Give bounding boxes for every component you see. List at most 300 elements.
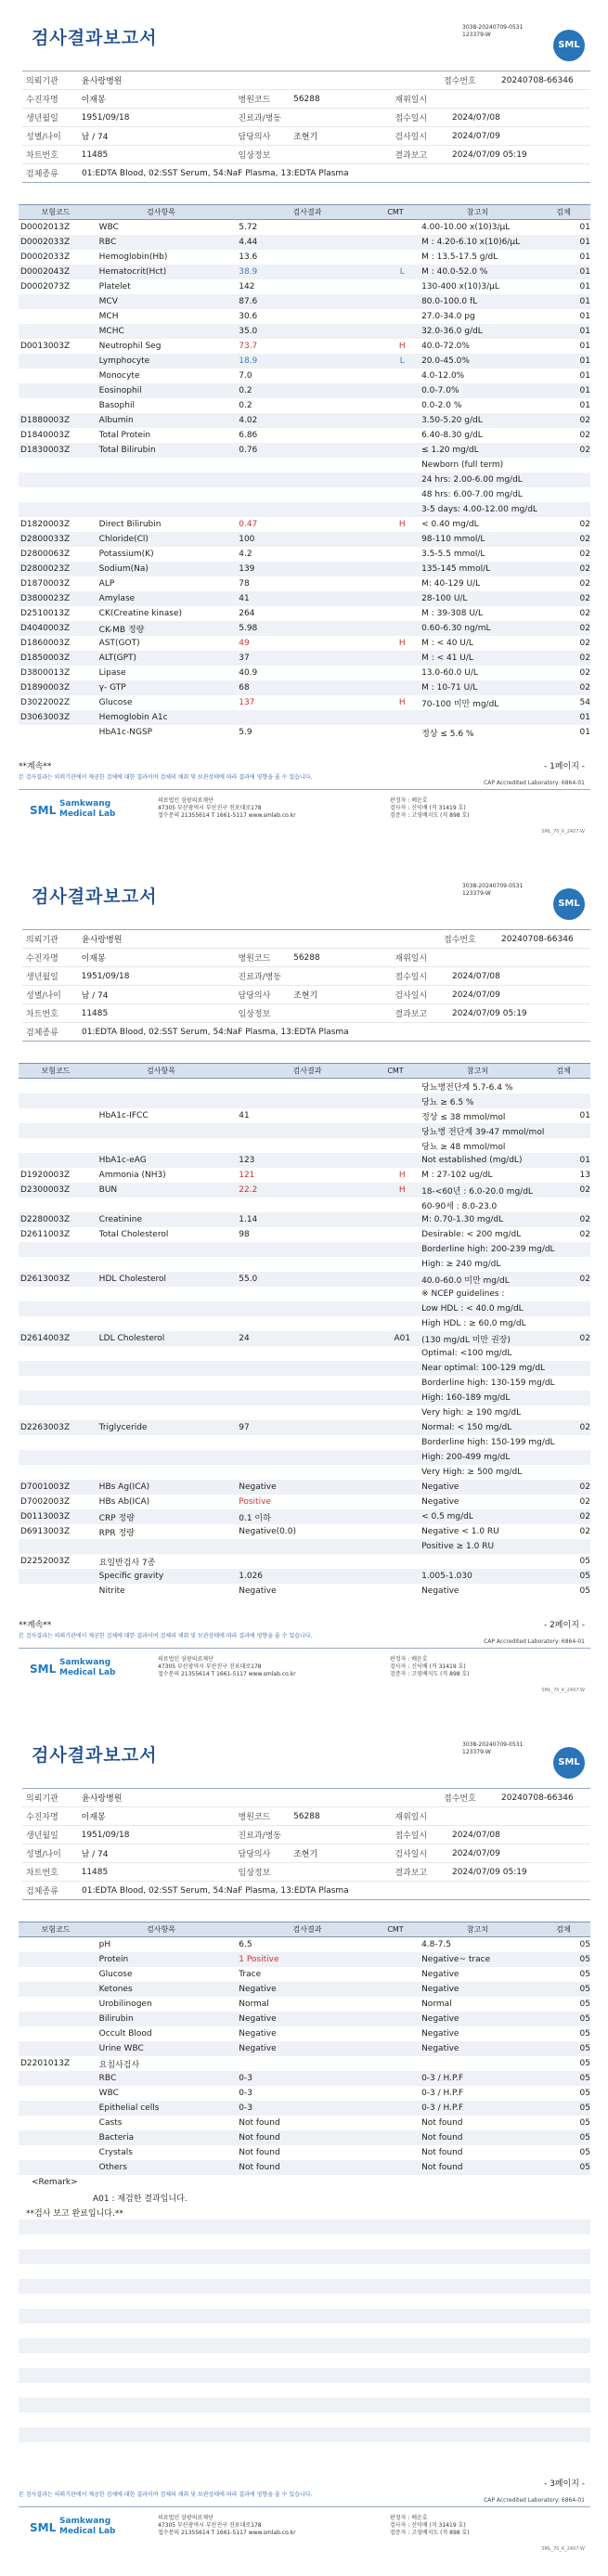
test-name: Glucose — [98, 1970, 133, 1979]
info-label: 진료과/병동 — [238, 114, 282, 123]
insurance-code: D2800063Z — [20, 550, 71, 559]
specimen-code: 01 — [579, 342, 590, 351]
result-row — [19, 2086, 590, 2101]
info-value: 11485 — [81, 1008, 109, 1018]
reference-range: 135-145 mmol/L — [421, 564, 491, 574]
patient-info-row — [22, 1881, 590, 1899]
form-code: SML_70_K_2407-W — [541, 1688, 585, 1693]
test-result: 37 — [239, 654, 250, 663]
test-result: 55.0 — [239, 1275, 258, 1284]
reference-range: Negative — [421, 1985, 459, 1994]
lab-name: 의료법인 삼광의료재단 — [158, 797, 213, 804]
specimen-code: 02 — [579, 416, 590, 425]
insurance-code: D0002033Z — [20, 252, 71, 262]
test-result: 1.026 — [239, 1572, 263, 1581]
result-flag: H — [398, 639, 406, 648]
specimen-code: 02 — [579, 564, 590, 574]
info-value: 2024/07/09 05:19 — [451, 1867, 527, 1877]
continued-mark: **계속** — [19, 762, 52, 771]
test-name: Platelet — [98, 282, 131, 291]
brand-line-2: Medical Lab — [59, 809, 116, 819]
result-row — [19, 339, 590, 354]
reference-range: 40.0-60.0 미만 mg/dL — [421, 1275, 510, 1286]
result-row — [19, 1108, 590, 1123]
result-flag: H — [398, 520, 406, 529]
specimen-code: 02 — [579, 654, 590, 663]
specimen-code: 05 — [579, 1955, 590, 1964]
info-value: 조현기 — [293, 1850, 318, 1859]
reference-range: Negative — [421, 2029, 459, 2039]
info-value: 2024/07/08 — [451, 112, 500, 123]
specimen-code: 02 — [579, 446, 590, 455]
disclaimer-notice: 본 검사결과는 의뢰기관에서 제공한 검체에 대한 결과이며 검체의 채취 및 보관상태에 따라 결과에 영향을 줄 수 있습니다. — [19, 1633, 313, 1639]
reference-range: Not found — [421, 2133, 463, 2142]
result-row — [19, 1539, 590, 1554]
info-label: 생년월일 — [26, 114, 58, 123]
samkwang-logo — [30, 1656, 58, 1680]
result-row — [19, 428, 590, 443]
patient-info-row — [22, 163, 590, 182]
reference-range: 당뇨병 전단계 39-47 mmol/mol — [421, 1127, 545, 1137]
brand-line-1: Samkwang — [59, 799, 111, 809]
info-value: 01:EDTA Blood, 02:SST Serum, 54:NaF Plasma, 13:EDTA Plasma — [82, 168, 349, 178]
signatory-2: 검사자 : 신익배 (직 31419 호) — [390, 2522, 466, 2529]
result-row — [19, 1509, 590, 1524]
specimen-code: 05 — [579, 2133, 590, 2142]
test-result: 0-3 — [239, 2104, 252, 2113]
blank-row — [19, 2383, 590, 2398]
result-row — [19, 413, 590, 428]
patient-info-row — [22, 71, 590, 89]
result-row — [19, 1257, 590, 1272]
blank-row — [19, 2309, 590, 2324]
brand-line-1: Samkwang — [59, 2517, 111, 2526]
signatory-2: 검사자 : 신익배 (직 31419 호) — [390, 805, 466, 811]
info-value: 2024/07/09 05:19 — [451, 149, 527, 160]
reference-range: Near optimal: 100-129 mg/dL — [421, 1364, 546, 1373]
reference-range: 0.60-6.30 ng/mL — [421, 624, 491, 633]
reference-range: Not found — [421, 2163, 463, 2172]
reference-range: 28-100 U/L — [421, 594, 468, 603]
specimen-code: 01 — [579, 238, 590, 247]
specimen-code: 02 — [579, 624, 590, 633]
results-header — [19, 1922, 590, 1937]
reference-range: 6.40-8.30 g/dL — [421, 431, 483, 440]
insurance-code: D0013003Z — [20, 342, 71, 351]
info-value: 남 / 74 — [81, 133, 109, 142]
document-code: 3038-20240709-0531 123379-W — [462, 1741, 524, 1755]
test-name: RPR 정량 — [98, 1528, 135, 1538]
test-name: HbA1c-NGSP — [98, 728, 153, 737]
column-header: 보험코드 — [41, 1925, 71, 1934]
remark-text: A01 : 재검한 결과입니다. — [93, 2194, 188, 2204]
reference-range: High: 200-499 mg/dL — [421, 1453, 511, 1462]
test-result: 0.47 — [239, 520, 258, 529]
reference-range: M : 39-308 U/L — [421, 609, 483, 618]
test-name: Urine WBC — [98, 2044, 144, 2053]
test-result: 97 — [239, 1423, 250, 1432]
reference-range: Low HDL : < 40.0 mg/dL — [421, 1304, 524, 1314]
reference-range: 70-100 미만 mg/dL — [421, 699, 499, 709]
lab-footer — [19, 1648, 590, 1695]
result-row — [19, 1952, 590, 1967]
test-name: MCV — [98, 297, 118, 306]
results-header — [19, 204, 590, 220]
info-value: 11485 — [81, 1867, 109, 1877]
result-row — [19, 651, 590, 666]
insurance-code: D2263003Z — [20, 1423, 71, 1432]
result-row — [19, 1212, 590, 1227]
test-result: 49 — [239, 639, 250, 648]
specimen-code: 01 — [579, 1111, 590, 1120]
lab-signatories — [390, 2515, 470, 2537]
page-number: - 1페이지 - — [543, 762, 585, 771]
lab-phone: 접수문의 21355614 T 1661-5117 www.smlab.co.kr — [158, 2530, 296, 2536]
lab-signatories — [390, 797, 470, 820]
reference-range: ※ NCEP guidelines : — [421, 1289, 505, 1299]
test-name: ALP — [98, 579, 115, 589]
specimen-code: 01 — [579, 312, 590, 321]
reference-range: 0.0-2.0 % — [421, 401, 462, 410]
svg-text:SML: SML — [30, 2521, 57, 2534]
specimen-code: 02 — [579, 1185, 590, 1195]
info-value: 윤사랑병원 — [82, 77, 123, 86]
specimen-code: 01 — [579, 1156, 590, 1165]
info-label: 차트번호 — [26, 151, 58, 161]
result-row — [19, 2160, 590, 2175]
test-result: 139 — [239, 564, 255, 574]
column-header: CMT — [387, 1067, 404, 1075]
reference-range: M : 13.5-17.5 g/dL — [421, 252, 498, 262]
reference-range: 18-<60년 : 6.0-20.0 mg/dL — [421, 1186, 533, 1197]
info-value: 윤사랑병원 — [82, 936, 123, 945]
specimen-code: 02 — [579, 1423, 590, 1432]
blank-row — [19, 2442, 590, 2457]
info-label: 재위일시 — [395, 1813, 428, 1822]
info-label: 차트번호 — [26, 1010, 58, 1019]
specimen-code: 02 — [579, 579, 590, 589]
info-value: 이재봉 — [81, 954, 106, 964]
info-value: 2024/07/09 — [451, 990, 500, 1000]
reference-range: 13.0-60.0 U/L — [421, 668, 478, 678]
test-result: Not found — [239, 2133, 280, 2142]
reference-range: Normal: < 150 mg/dL — [421, 1423, 512, 1432]
result-row — [19, 250, 590, 265]
result-row — [19, 1301, 590, 1316]
svg-text:SML: SML — [30, 804, 57, 817]
reference-range: High: 160-189 mg/dL — [421, 1393, 511, 1403]
patient-info-row — [22, 930, 590, 948]
specimen-code: 01 — [579, 713, 590, 722]
test-name: HbA1c-IFCC — [98, 1111, 149, 1120]
report-complete-text: **검사 보고 완료입니다.** — [26, 2208, 123, 2219]
result-row — [19, 2026, 590, 2041]
test-name: Albumin — [98, 416, 134, 425]
results-body — [19, 220, 590, 740]
info-label: 병원코드 — [238, 954, 271, 964]
info-value: 조현기 — [293, 133, 318, 142]
specimen-code: 02 — [579, 1230, 590, 1239]
test-result: 4.2 — [239, 550, 252, 559]
specimen-code: 05 — [579, 1586, 590, 1596]
reference-range: 0-3 / H.P.F — [421, 2074, 464, 2083]
specimen-code: 02 — [579, 683, 590, 693]
cap-accreditation: CAP Accredited Laboratory: 6864-01 — [484, 780, 585, 786]
column-header: CMT — [387, 208, 404, 216]
test-name: MCHC — [98, 327, 124, 336]
blank-row — [19, 2249, 590, 2264]
insurance-code: D0002073Z — [20, 282, 71, 291]
blank-row — [19, 2294, 590, 2309]
test-name: Triglyceride — [98, 1423, 148, 1432]
info-label: 의뢰기관 — [26, 1794, 58, 1804]
test-result: 1 Positive — [239, 1955, 279, 1964]
test-name: AST(GOT) — [98, 639, 140, 648]
specimen-code: 01 — [579, 223, 590, 232]
reference-range: 당뇨 ≥ 48 mmol/mol — [421, 1142, 506, 1152]
blank-row — [19, 2353, 590, 2368]
result-row — [19, 1094, 590, 1108]
info-label: 접수일시 — [395, 114, 428, 123]
info-label: 의뢰기관 — [26, 77, 58, 86]
info-value: 20240708-66346 — [501, 75, 574, 85]
result-row — [19, 1361, 590, 1376]
reference-range: Borderline high: 130-159 mg/dL — [421, 1379, 555, 1388]
result-row — [19, 680, 590, 695]
result-row — [19, 2130, 590, 2145]
result-flag: L — [399, 267, 405, 277]
patient-info-row — [22, 89, 590, 108]
test-result: Negative — [239, 2044, 277, 2053]
sml-logo: SML — [553, 1747, 585, 1779]
test-name: Hemoglobin A1c — [98, 713, 168, 722]
test-result: 38.9 — [239, 267, 258, 277]
reference-range: Optimal: <100 mg/dL — [421, 1349, 512, 1358]
specimen-code: 05 — [579, 1572, 590, 1581]
test-result: 30.6 — [239, 312, 258, 321]
reference-range: 3.50-5.20 g/dL — [421, 416, 483, 425]
test-result: 1.14 — [239, 1215, 258, 1224]
specimen-code: 02 — [579, 535, 590, 544]
result-row — [19, 591, 590, 606]
test-name: BUN — [98, 1185, 118, 1195]
result-row — [19, 2056, 590, 2071]
reference-range: Negative — [421, 1482, 459, 1492]
patient-info-row — [22, 108, 590, 126]
samkwang-brand — [59, 799, 115, 820]
test-name: RBC — [98, 2074, 117, 2083]
result-row — [19, 1242, 590, 1257]
test-result: 7.0 — [239, 371, 252, 381]
result-row — [19, 279, 590, 294]
result-row — [19, 710, 590, 725]
insurance-code: D7002003Z — [20, 1497, 71, 1507]
reference-range: 0-3 / H.P.F — [421, 2089, 464, 2098]
reference-range: 98-110 mmol/L — [421, 535, 485, 544]
reference-range: 80.0-100.0 fL — [421, 297, 478, 306]
result-row — [19, 1376, 590, 1391]
reference-range: 4.8-7.5 — [421, 1940, 451, 1949]
reference-range: M : 27-102 ug/dL — [421, 1171, 493, 1180]
specimen-code: 01 — [579, 297, 590, 306]
result-flag: H — [398, 698, 406, 707]
reference-range: Not established (mg/dL) — [421, 1156, 523, 1165]
blank-row — [19, 2338, 590, 2353]
test-name: 요침사검사 — [98, 2060, 140, 2070]
specimen-code: 05 — [579, 2074, 590, 2083]
column-header: 보험코드 — [41, 1067, 71, 1075]
specimen-code: 05 — [579, 1557, 590, 1566]
info-value: 1951/09/18 — [81, 1830, 130, 1840]
lab-phone: 접수문의 21355614 T 1661-5117 www.smlab.co.kr — [158, 1671, 296, 1677]
info-label: 차트번호 — [26, 1869, 58, 1878]
blank-row — [19, 2427, 590, 2442]
page-number: - 3페이지 - — [543, 2479, 585, 2489]
insurance-code: D3800013Z — [20, 668, 71, 678]
insurance-code: D2613003Z — [20, 1275, 71, 1284]
samkwang-brand — [59, 2517, 115, 2537]
lab-name: 의료법인 삼광의료재단 — [158, 1656, 213, 1663]
report-page-1 — [0, 0, 608, 859]
test-name: Amylase — [98, 594, 136, 603]
info-label: 접수번호 — [444, 77, 476, 86]
result-row — [19, 1153, 590, 1168]
info-value: 01:EDTA Blood, 02:SST Serum, 54:NaF Plasma, 13:EDTA Plasma — [82, 1027, 349, 1037]
test-name: Total Protein — [98, 431, 151, 440]
lab-footer — [19, 2506, 590, 2554]
insurance-code: D3063003Z — [20, 713, 71, 722]
test-result: 100 — [239, 535, 255, 544]
document-code: 3038-20240709-0531 123379-W — [462, 883, 524, 897]
info-label: 검사일시 — [395, 991, 428, 1001]
insurance-code: D3022002Z — [20, 698, 71, 707]
reference-range: M : 10-71 U/L — [421, 683, 478, 693]
test-name: Bilirubin — [98, 2014, 134, 2024]
result-row — [19, 1138, 590, 1153]
signatory-2: 검사자 : 신익배 (직 31419 호) — [390, 1663, 466, 1670]
reference-range: 27.0-34.0 pg — [421, 312, 475, 321]
info-value: 56288 — [293, 1811, 320, 1821]
test-result: 40.9 — [239, 668, 258, 678]
info-label: 진료과/병동 — [238, 1832, 282, 1841]
reference-range: M: 40-129 U/L — [421, 579, 481, 589]
info-label: 재위일시 — [395, 96, 428, 105]
info-value: 1951/09/18 — [81, 971, 130, 981]
specimen-code: 05 — [579, 2104, 590, 2113]
column-header: 참고치 — [466, 208, 489, 216]
info-label: 성별/나이 — [26, 991, 61, 1001]
test-name: Glucose — [98, 698, 133, 707]
specimen-code: 02 — [579, 1527, 590, 1536]
result-row — [19, 398, 590, 413]
lab-address — [158, 797, 296, 820]
insurance-code: D3800023Z — [20, 594, 71, 603]
signatory-1: 판정자 : 배운호 — [390, 2515, 428, 2521]
test-result: Not found — [239, 2163, 280, 2172]
lab-signatories — [390, 1656, 470, 1678]
result-row — [19, 1480, 590, 1495]
info-label: 수진자명 — [26, 954, 58, 964]
test-result: Not found — [239, 2118, 280, 2128]
specimen-code: 02 — [579, 1334, 590, 1343]
reference-range: 40.0-72.0% — [421, 342, 470, 351]
test-result: 35.0 — [239, 327, 258, 336]
reference-range: < 0.5 mg/dL — [421, 1512, 473, 1521]
test-result: 87.6 — [239, 297, 258, 306]
specimen-code: 05 — [579, 1970, 590, 1979]
test-result: 73.7 — [239, 342, 258, 351]
result-row — [19, 369, 590, 383]
specimen-code: 02 — [579, 639, 590, 648]
patient-info — [22, 71, 590, 183]
result-row — [19, 324, 590, 339]
test-result: 0-3 — [239, 2074, 252, 2083]
lab-footer — [19, 789, 590, 836]
info-label: 성별/나이 — [26, 1850, 61, 1859]
patient-info-row — [22, 145, 590, 163]
cap-accreditation: CAP Accredited Laboratory: 6864-01 — [484, 2497, 585, 2504]
result-row — [19, 1346, 590, 1361]
result-row — [19, 1287, 590, 1301]
reference-range: 3.5-5.5 mmol/L — [421, 550, 485, 559]
insurance-code: D1870003Z — [20, 579, 71, 589]
insurance-code: D1860003Z — [20, 639, 71, 648]
reference-range: 20.0-45.0% — [421, 356, 470, 366]
reference-range: ≤ 1.20 mg/dL — [421, 446, 479, 455]
result-row — [19, 1391, 590, 1405]
test-name: Lymphocyte — [98, 356, 150, 366]
test-name: MCH — [98, 312, 119, 321]
test-result: 264 — [239, 609, 255, 618]
test-result: Normal — [239, 2000, 269, 2009]
insurance-code: D0002013Z — [20, 223, 71, 232]
test-name: HDL Cholesterol — [98, 1275, 167, 1284]
info-label: 병원코드 — [238, 96, 271, 105]
specimen-code: 02 — [579, 520, 590, 529]
test-name: LDL Cholesterol — [98, 1334, 165, 1343]
result-row — [19, 2145, 590, 2160]
reference-range: 1.005-1.030 — [421, 1572, 472, 1581]
result-flag: H — [398, 342, 406, 351]
cap-accreditation: CAP Accredited Laboratory: 6864-01 — [484, 1638, 585, 1645]
report-title: 검사결과보고서 — [32, 28, 158, 48]
test-name: Neutrophil Seg — [98, 342, 162, 351]
info-value: 01:EDTA Blood, 02:SST Serum, 54:NaF Plasma, 13:EDTA Plasma — [82, 1885, 349, 1896]
insurance-code: D1880003Z — [20, 416, 71, 425]
column-header: 검체 — [556, 1067, 571, 1075]
result-row — [19, 1227, 590, 1242]
specimen-code: 02 — [579, 609, 590, 618]
result-row — [19, 1554, 590, 1569]
reference-range: 당뇨 ≥ 6.5 % — [421, 1097, 474, 1107]
result-row — [19, 1584, 590, 1599]
reference-range: (130 mg/dL 미만 권장) — [421, 1335, 511, 1345]
result-row — [19, 2041, 590, 2056]
test-result: 142 — [239, 282, 255, 291]
result-flag: H — [398, 1185, 406, 1195]
info-label: 검체종류 — [26, 170, 58, 179]
insurance-code: D1920003Z — [20, 1171, 71, 1180]
specimen-code: 05 — [579, 2014, 590, 2024]
specimen-code: 02 — [579, 1497, 590, 1507]
test-result: 6.86 — [239, 431, 258, 440]
reference-range: 24 hrs: 2.00-6.00 mg/dL — [421, 475, 523, 485]
specimen-code: 01 — [579, 371, 590, 381]
info-label: 결과보고 — [395, 1869, 428, 1878]
info-value: 남 / 74 — [81, 991, 109, 1001]
results-table — [19, 204, 590, 740]
test-result: Negative — [239, 2029, 277, 2039]
